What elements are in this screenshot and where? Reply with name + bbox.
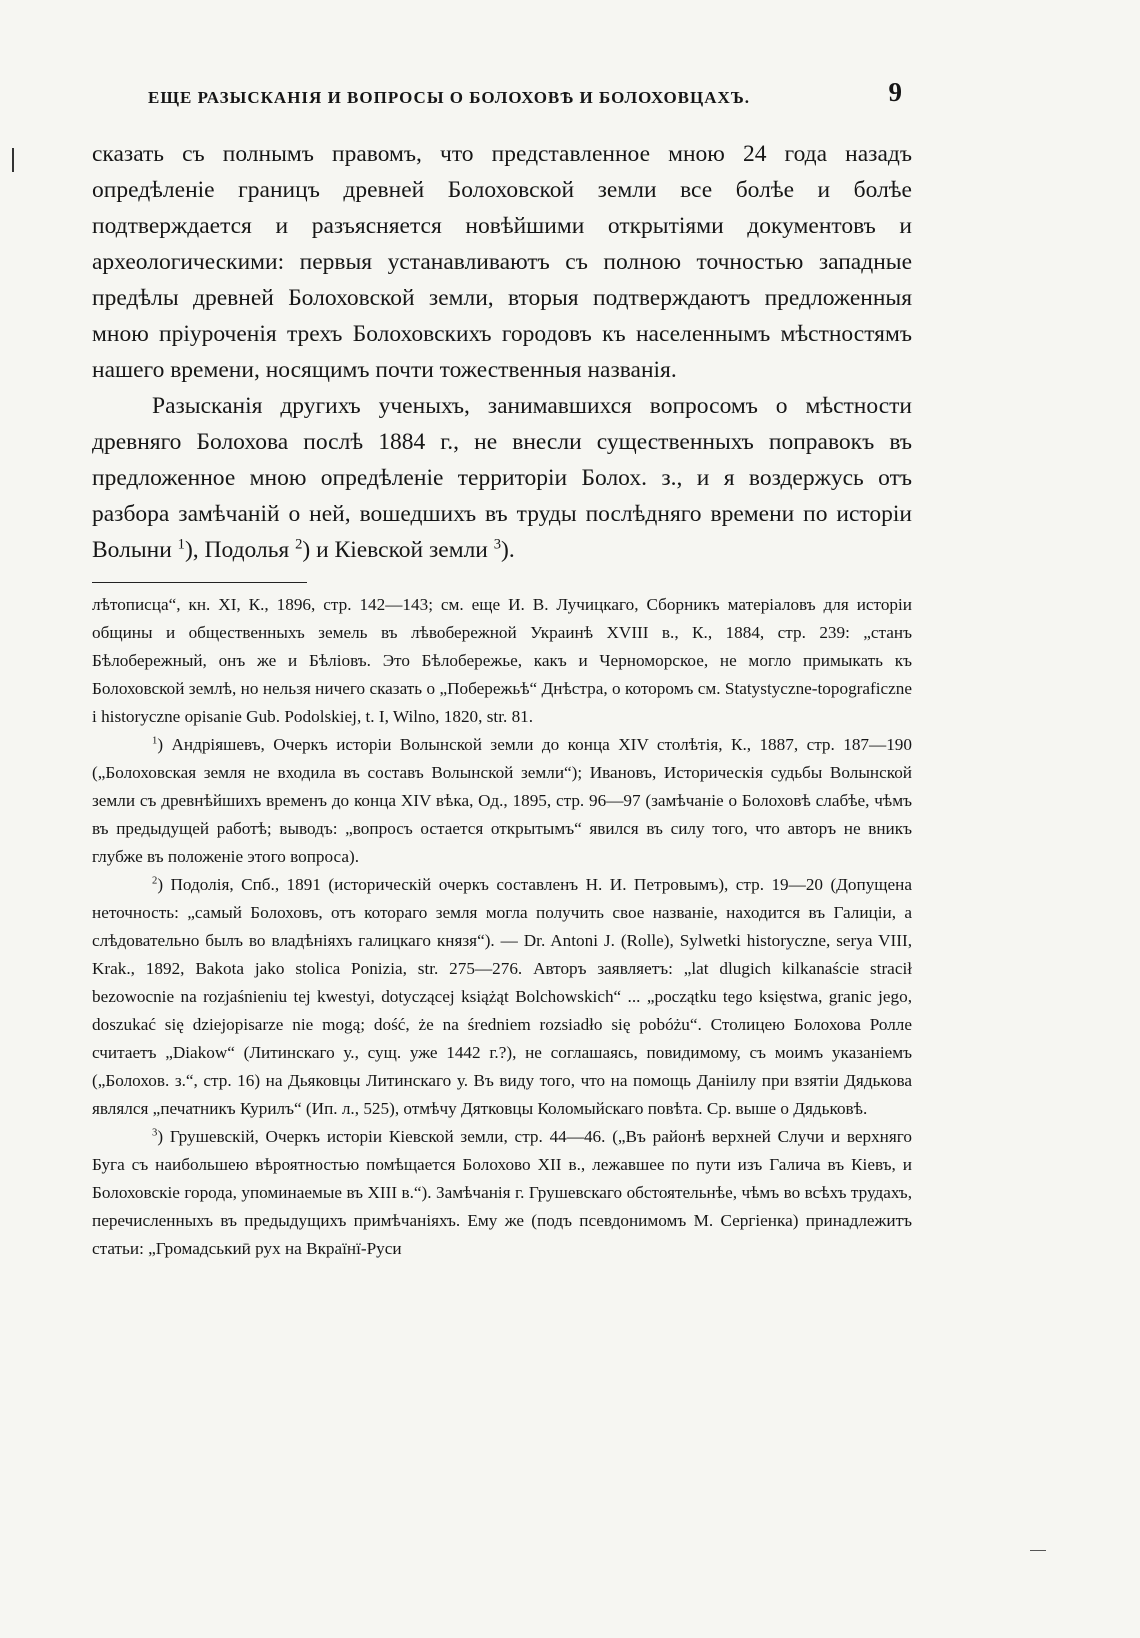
- paragraph-1: сказать съ полнымъ правомъ, что представленное мною 24 года назадъ опредѣленіе границъ древней Болоховской земли все болѣе и болѣе подтверждается и разъясняется новѣйшими открытіями документовъ и археологическими: первыя устанавливаютъ съ полною точностью западные предѣлы древней Болоховской земли, вторыя подтверждаютъ предложенныя мною пріуроченія трехъ Болоховскихъ городовъ къ населеннымъ мѣстностямъ нашего времени, носящимъ почти тожественныя названія.: [92, 141, 912, 383]
- margin-mark-bottom: [1030, 1550, 1046, 1551]
- main-text: [92, 136, 912, 568]
- paragraph-2-text-c: ) и Кіевской земли: [302, 537, 488, 563]
- footnote-2-text: Подолія, Спб., 1891 (историческій очеркъ составленъ Н. И. Петровымъ), стр. 19—20 (Допущена неточность: „самый Болоховъ, отъ котораго земля могла получить свое названіе, находится въ Галиціи, а слѣдовательно былъ во владѣніяхъ галицкаго князя“). — Dr. Antoni J. (Rolle), Sylwetki historyczne, serya VIII, Krak., 1892, Bakota jako stolica Ponizia, str. 275—276. Авторъ заявляетъ: „lat dlugich kilkanaście stracił bezowocnie na rozjaśnieniu tej kwestyi, dotyczącej książąt Bolchowskich“ ... „początku tego księstwa, granic jego, doszukać się dziejopisarze nie mogą; dość, że na średniem rozsiadło się pobóżu“. Столицею Болохова Ролле считаетъ „Diakow“ (Литинскаго у., сущ. уже 1442 г.?), не соглашаясь, повидимому, съ моимъ указаніемъ („Болохов. з.“, стр. 16) на Дьяковцы Литинскаго у. Въ виду того, что на помощь Даніилу при взятіи Дядькова являлся „печатникъ Курилъ“ (Ип. л., 525), отмѣчу Дятковцы Коломыйскаго повѣта. Ср. выше о Дядьковѣ.: [92, 875, 912, 1118]
- paragraph-2-text-d: ).: [501, 537, 515, 563]
- footnote-rule: [92, 582, 307, 583]
- footnote-ref-3: 3: [493, 536, 502, 553]
- footnote-continuation: лѣтописца“, кн. XI, К., 1896, стр. 142—143; см. еще И. В. Лучицкаго, Сборникъ матеріаловъ для исторіи общины и общественныхъ земель въ лѣвобережной Украинѣ XVIII в., К., 1884, стр. 239: „станъ Бѣлобережный, онъ же и Бѣліовъ. Это Бѣлобережье, какъ и Черноморское, не могло примыкать къ Болоховской землѣ, но нельзя ничего сказать о „Побережьѣ“ Днѣстра, о которомъ см. Statystyczne-topograficzne i historyczne opisanie Gub. Podolskiej, t. I, Wilno, 1820, str. 81.: [92, 595, 912, 726]
- page-number: 9: [888, 77, 902, 107]
- margin-mark: [12, 148, 14, 172]
- footnote-ref-2: 2: [295, 536, 303, 553]
- footnote-2: $^2$) Подолія, Спб., 1891 (историческій очеркъ составленъ Н. И. Петровымъ), стр. 19—20 (Допущена неточность: „самый Болоховъ, отъ котораго земля могла получить свое названіе, находится въ Галиціи, а слѣдовательно былъ во владѣніяхъ галицкаго князя“). — Dr. Antoni J. (Rolle), Sylwetki historyczne, serya VIII, Krak., 1892, Bakota jako stolica Ponizia, str. 275—276. Авторъ заявляетъ: „lat dlugich kilkanaście stracił bezowocnie na rozjaśnieniu tej kwestyi, dotyczącej książąt Bolchowskich“ ... „początku tego księstwa, granic jego, doszukać się dziejopisarze nie mogą; dość, że na średniem rozsiadło się pobóżu“. Столицею Болохова Ролле считаетъ „Diakow“ (Литинскаго у., сущ. уже 1442 г.?), не соглашаясь, повидимому, съ моимъ указаніемъ („Болохов. з.“, стр. 16) на Дьяковцы Литинскаго у. Въ виду того, что на помощь Даніилу при взятіи Дядькова являлся „печатникъ Курилъ“ (Ип. л., 525), отмѣчу Дятковцы Коломыйскаго повѣта. Ср. выше о Дядьковѣ.: [92, 875, 912, 1118]
- paragraph-2-text-b: ), Подолья: [184, 537, 290, 563]
- document-page: [92, 62, 912, 1263]
- footnote-ref-1: 1: [177, 536, 185, 553]
- footnote-2-mark: 2: [152, 875, 158, 887]
- footnotes: [92, 591, 912, 1263]
- footnote-3-text: Грушевскій, Очеркъ исторіи Кіевской земли, стр. 44—46. („Въ районѣ верхней Случи и верхняго Буга съ наибольшею вѣроятностью помѣщается Болохово XII в., лежавшее по пути изъ Галича въ Кіевъ, и Болоховскіе города, упоминаемые въ XIII в.“). Замѣчанія г. Грушевскаго обстоятельнѣе, чѣмъ во всѣхъ трудахъ, перечисленныхъ въ предыдущихъ примѣчаніяхъ. Ему же (подъ псевдонимомъ М. Сергіенка) принадлежитъ статьи: „Громадськиӣ рух на Вкраїнї-Руси: [92, 1127, 912, 1258]
- footnote-3: $^3$) Грушевскій, Очеркъ исторіи Кіевской земли, стр. 44—46. („Въ районѣ верхней Случи и верхняго Буга съ наибольшею вѣроятностью помѣщается Болохово XII в., лежавшее по пути изъ Галича въ Кіевъ, и Болоховскіе города, упоминаемые въ XIII в.“). Замѣчанія г. Грушевскаго обстоятельнѣе, чѣмъ во всѣхъ трудахъ, перечисленныхъ въ предыдущихъ примѣчаніяхъ. Ему же (подъ псевдонимомъ М. Сергіенка) принадлежитъ статьи: „Громадськиӣ рух на Вкраїнї-Руси: [92, 1127, 912, 1258]
- footnote-1-text: Андріяшевъ, Очеркъ исторіи Волынской земли до конца XIV столѣтія, К., 1887, стр. 187—190 („Болоховская земля не входила въ составъ Волынской земли“); Ивановъ, Историческія судьбы Волынской земли съ древнѣйшихъ временъ до конца XIV вѣка, Од., 1895, стр. 96—97 (замѣчаніе о Болоховѣ слабѣе, чѣмъ въ предыдущей работѣ; выводъ: „вопросъ остается открытымъ“ явился въ силу того, что авторъ не вникъ глубже въ положеніе этого вопроса).: [92, 735, 912, 866]
- running-title: ЕЩЕ РАЗЫСКАНІЯ И ВОПРОСЫ О БОЛОХОВѢ И БОЛОХОВЦАХЪ.: [148, 88, 751, 107]
- footnote-1-mark: 1: [152, 735, 158, 747]
- footnote-3-mark: 3: [152, 1127, 158, 1139]
- footnote-1: $^1$) Андріяшевъ, Очеркъ исторіи Волынской земли до конца XIV столѣтія, К., 1887, стр. 187—190 („Болоховская земля не входила въ составъ Волынской земли“); Ивановъ, Историческія судьбы Волынской земли съ древнѣйшихъ временъ до конца XIV вѣка, Од., 1895, стр. 96—97 (замѣчаніе о Болоховѣ слабѣе, чѣмъ въ предыдущей работѣ; выводъ: „вопросъ остается открытымъ“ явился въ силу того, что авторъ не вникъ глубже въ положеніе этого вопроса).: [92, 735, 912, 866]
- paragraph-2-text: Разысканія другихъ ученыхъ, занимавшихся вопросомъ о мѣстности древняго Болохова послѣ 1884 г., не внесли существенныхъ поправокъ въ предложенное мною опредѣленіе территоріи Болох. з., и я воздержусь отъ разбора замѣчаній о ней, вошедшихъ въ труды послѣдняго времени по исторіи Волыни: [92, 393, 912, 563]
- paragraph-2: [92, 388, 912, 568]
- running-head: [92, 62, 912, 106]
